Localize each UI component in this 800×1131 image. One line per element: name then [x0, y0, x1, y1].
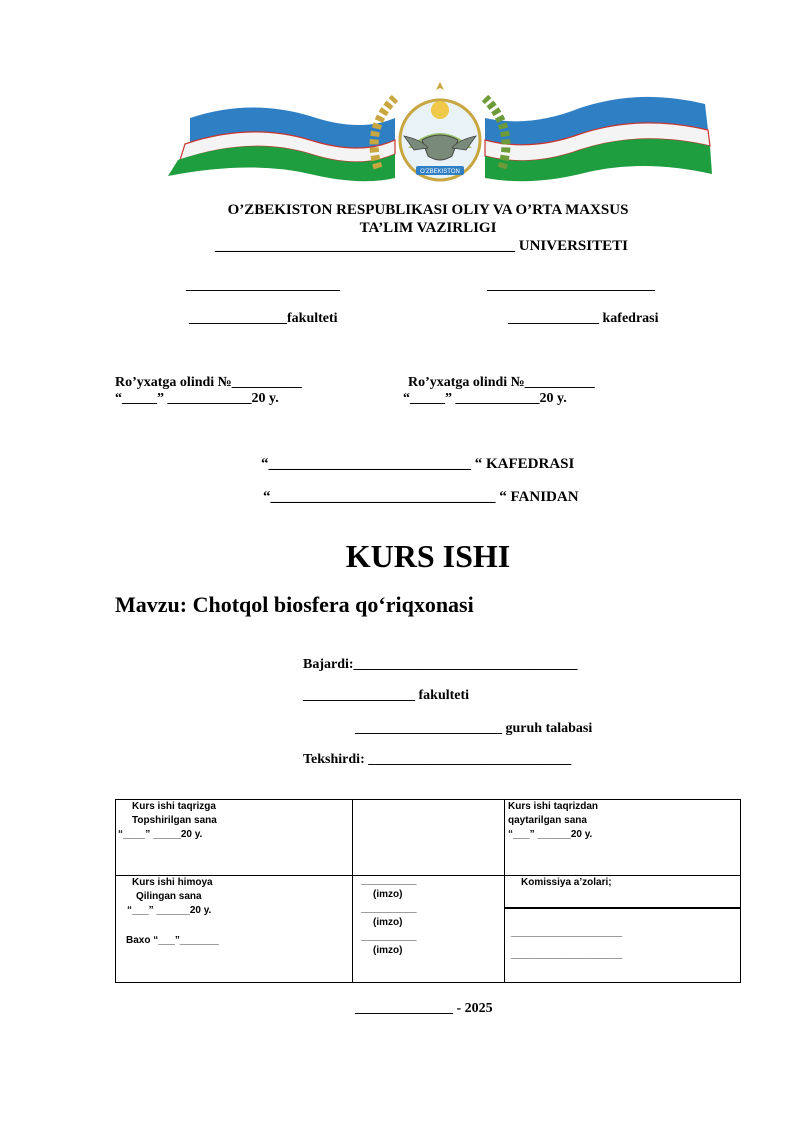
grade-line: Baxo “___”_______ [126, 935, 219, 946]
checker-line: Tekshirdi: _____________________________ [303, 752, 572, 767]
signature-label: (imzo) [373, 889, 403, 900]
cell-line: Kurs ishi taqrizga [132, 801, 216, 812]
registration-right-date: “_____” ____________20 y. [403, 391, 567, 406]
signature-label: (imzo) [373, 945, 403, 956]
commission-blank: ____________________ [511, 949, 623, 960]
year-line: ______________ - 2025 [355, 1001, 493, 1016]
signature-blank: __________ [361, 931, 417, 942]
table-row [116, 800, 741, 876]
blank-left: ______________________ [186, 278, 340, 293]
course-name-line: “______________________________ “ FANIDAN [263, 489, 579, 505]
department-name-line: “___________________________ “ KAFEDRASI [261, 456, 575, 472]
performer-line: Bajardi:________________________________ [303, 657, 578, 672]
document-title: KURS ISHI [345, 538, 511, 574]
empty-cell [353, 800, 505, 876]
group-line: _____________________ guruh talabasi [355, 721, 593, 736]
return-review-cell [505, 800, 741, 876]
signature-blank: __________ [361, 875, 417, 886]
commission-title: Komissiya a’zolari; [521, 877, 612, 888]
signature-label: (imzo) [373, 917, 403, 928]
cell-line: “___” ______20 y. [127, 905, 212, 916]
faculty-line: ______________fakulteti [189, 311, 338, 326]
topic-line: Mavzu: Chotqol biosfera qo‘riqxonasi [115, 592, 474, 617]
commission-divider [505, 907, 740, 909]
ministry-line-2: TA’LIM VAZIRLIGI [359, 220, 497, 236]
commission-blank: ____________________ [511, 927, 623, 938]
department-line: _____________ kafedrasi [508, 311, 659, 326]
cell-line: Topshirilgan sana [132, 815, 217, 826]
defense-cell [116, 876, 353, 983]
submit-review-cell [116, 800, 353, 876]
cell-line: Qilingan sana [136, 891, 202, 902]
cell-line: Kurs ishi himoya [132, 877, 213, 888]
registration-left-date: “_____” ____________20 y. [115, 391, 279, 406]
signature-blank: __________ [361, 903, 417, 914]
university-line: ________________________________________ UNIVERSITETI [215, 238, 628, 254]
review-table [115, 799, 741, 983]
registration-left-number: Ro’yxatga olindi №__________ [115, 375, 302, 390]
ministry-line-1: O’ZBEKISTON RESPUBLIKASI OLIY VA O’RTA MAXSUS [227, 202, 629, 218]
svg-text:O'ZBEKISTON: O'ZBEKISTON [420, 169, 460, 175]
blank-right: ________________________ [487, 278, 655, 293]
commission-cell [505, 876, 741, 983]
cell-line: qaytarilgan sana [508, 815, 587, 826]
cell-line: “____” _____20 y. [118, 829, 203, 840]
student-faculty-line: ________________ fakulteti [303, 688, 470, 703]
registration-right-number: Ro’yxatga olindi №__________ [408, 375, 595, 390]
table-row [116, 876, 741, 983]
cell-line: “___” ______20 y. [508, 829, 593, 840]
signature-cell [353, 876, 505, 983]
cell-line: Kurs ishi taqrizdan [508, 801, 599, 812]
emblem-banner [160, 78, 720, 186]
